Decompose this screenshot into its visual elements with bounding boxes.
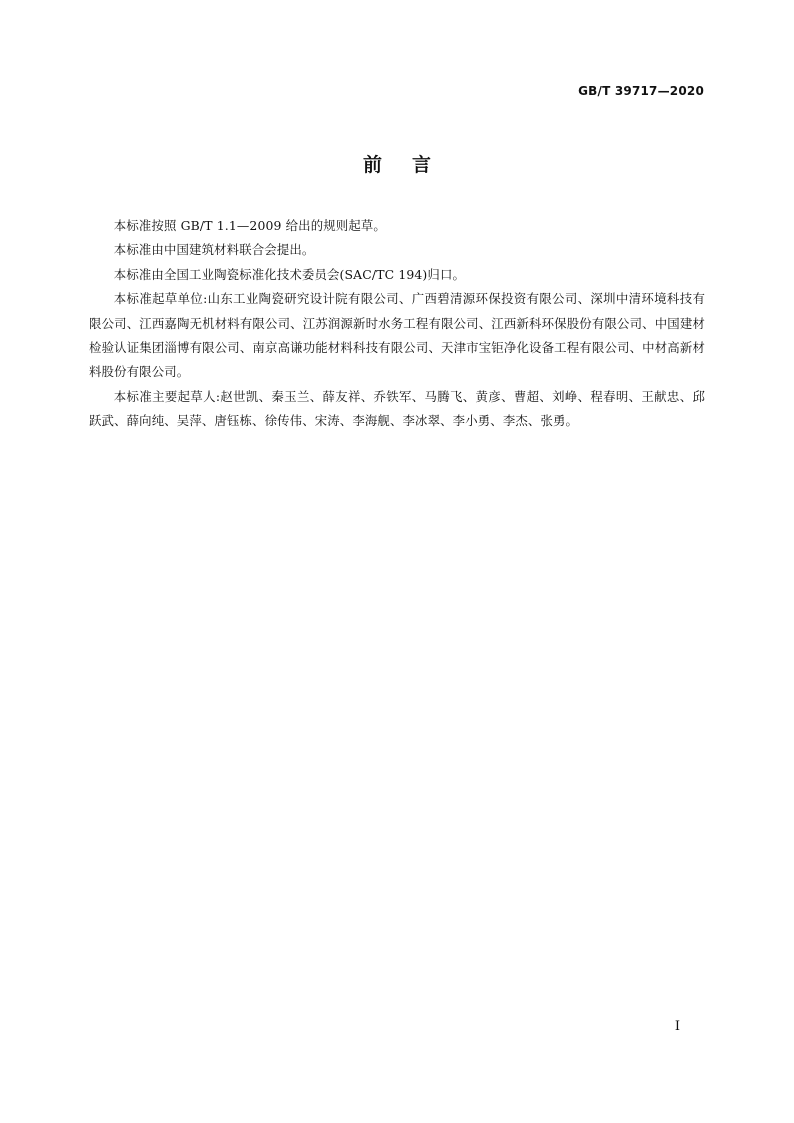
page-title: 前言 [362,154,461,176]
document-body [89,214,705,434]
paragraph-centralized-by: 本标准由全国工业陶瓷标准化技术委员会(SAC/TC 194)归口。 [113,266,466,282]
paragraph-proposed-by: 本标准由中国建筑材料联合会提出。 [113,242,315,258]
page-number: I [674,1019,680,1034]
paragraph-main-drafters: 本标准主要起草人:赵世凯、秦玉兰、薛友祥、乔铁军、马腾飞、黄彦、曹超、刘峥、程春明、王献忠、邱跃武、薛向纯、吴萍、唐钰栋、徐传伟、宋涛、李海舰、李冰翠、李小勇、李杰、张勇。 [89,388,705,429]
paragraph-drafting-units: 本标准起草单位:山东工业陶瓷研究设计院有限公司、广西碧清源环保投资有限公司、深圳中清环境科技有限公司、江西嘉陶无机材料有限公司、江苏润源新时水务工程有限公司、江西新科环保股份有限公司、中国建材检验认证集团淄博有限公司、南京高谦功能材料科技有限公司、天津市宝钜净化设备工程有限公司、中材高新材料股份有限公司。 [89,291,705,380]
standard-code: GB/T 39717—2020 [578,84,704,98]
paragraph-drafting-rules: 本标准按照 GB/T 1.1—2009 给出的规则起草。 [113,218,386,233]
